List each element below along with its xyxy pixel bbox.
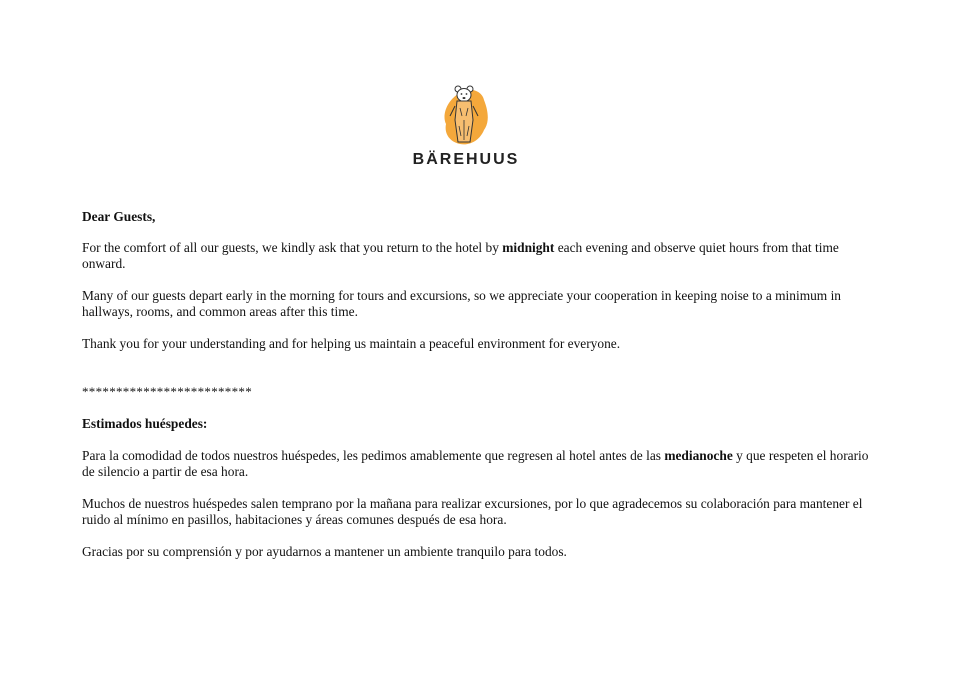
hotel-logo bbox=[400, 80, 532, 172]
english-paragraph-2: Many of our guests depart early in the morning for tours and excursions, so we appreciate your cooperation in keeping noise to a minimum in hallways, rooms, and common areas after this time. bbox=[82, 288, 841, 319]
english-p1-bold: midnight bbox=[502, 240, 555, 255]
bear-icon bbox=[438, 80, 494, 148]
english-p1-text-end: each evening and observe quiet hours from that time onward. bbox=[82, 240, 839, 271]
spanish-p1-text-end: y que respeten el horario de silencio a partir de esa hora. bbox=[82, 448, 869, 479]
spanish-paragraph-3: Gracias por su comprensión y por ayudarnos a mantener un ambiente tranquilo para todos. bbox=[82, 544, 567, 559]
spanish-salutation: Estimados huéspedes: bbox=[82, 416, 208, 431]
separator: ************************* bbox=[82, 384, 252, 399]
brand-name: BÄREHUUS bbox=[412, 151, 520, 168]
spanish-paragraph-1 bbox=[82, 448, 882, 480]
spanish-paragraph-2: Muchos de nuestros huéspedes salen temprano por la mañana para realizar excursiones, por lo que agradecemos su colaboración para mantener el ruido al mínimo en pasillos, habitaciones y áreas comunes después de esa hora. bbox=[82, 496, 863, 527]
english-salutation: Dear Guests, bbox=[82, 209, 156, 224]
english-p1-text: For the comfort of all our guests, we kindly ask that you return to the hotel by bbox=[82, 240, 503, 255]
english-paragraph-3: Thank you for your understanding and for helping us maintain a peaceful environment for everyone. bbox=[82, 336, 621, 351]
notice-body bbox=[82, 209, 882, 560]
english-paragraph-1 bbox=[82, 240, 882, 272]
spanish-p1-bold: medianoche bbox=[664, 448, 733, 463]
spanish-p1-text: Para la comodidad de todos nuestros huéspedes, les pedimos amablemente que regresen al hotel antes de las bbox=[82, 448, 665, 463]
